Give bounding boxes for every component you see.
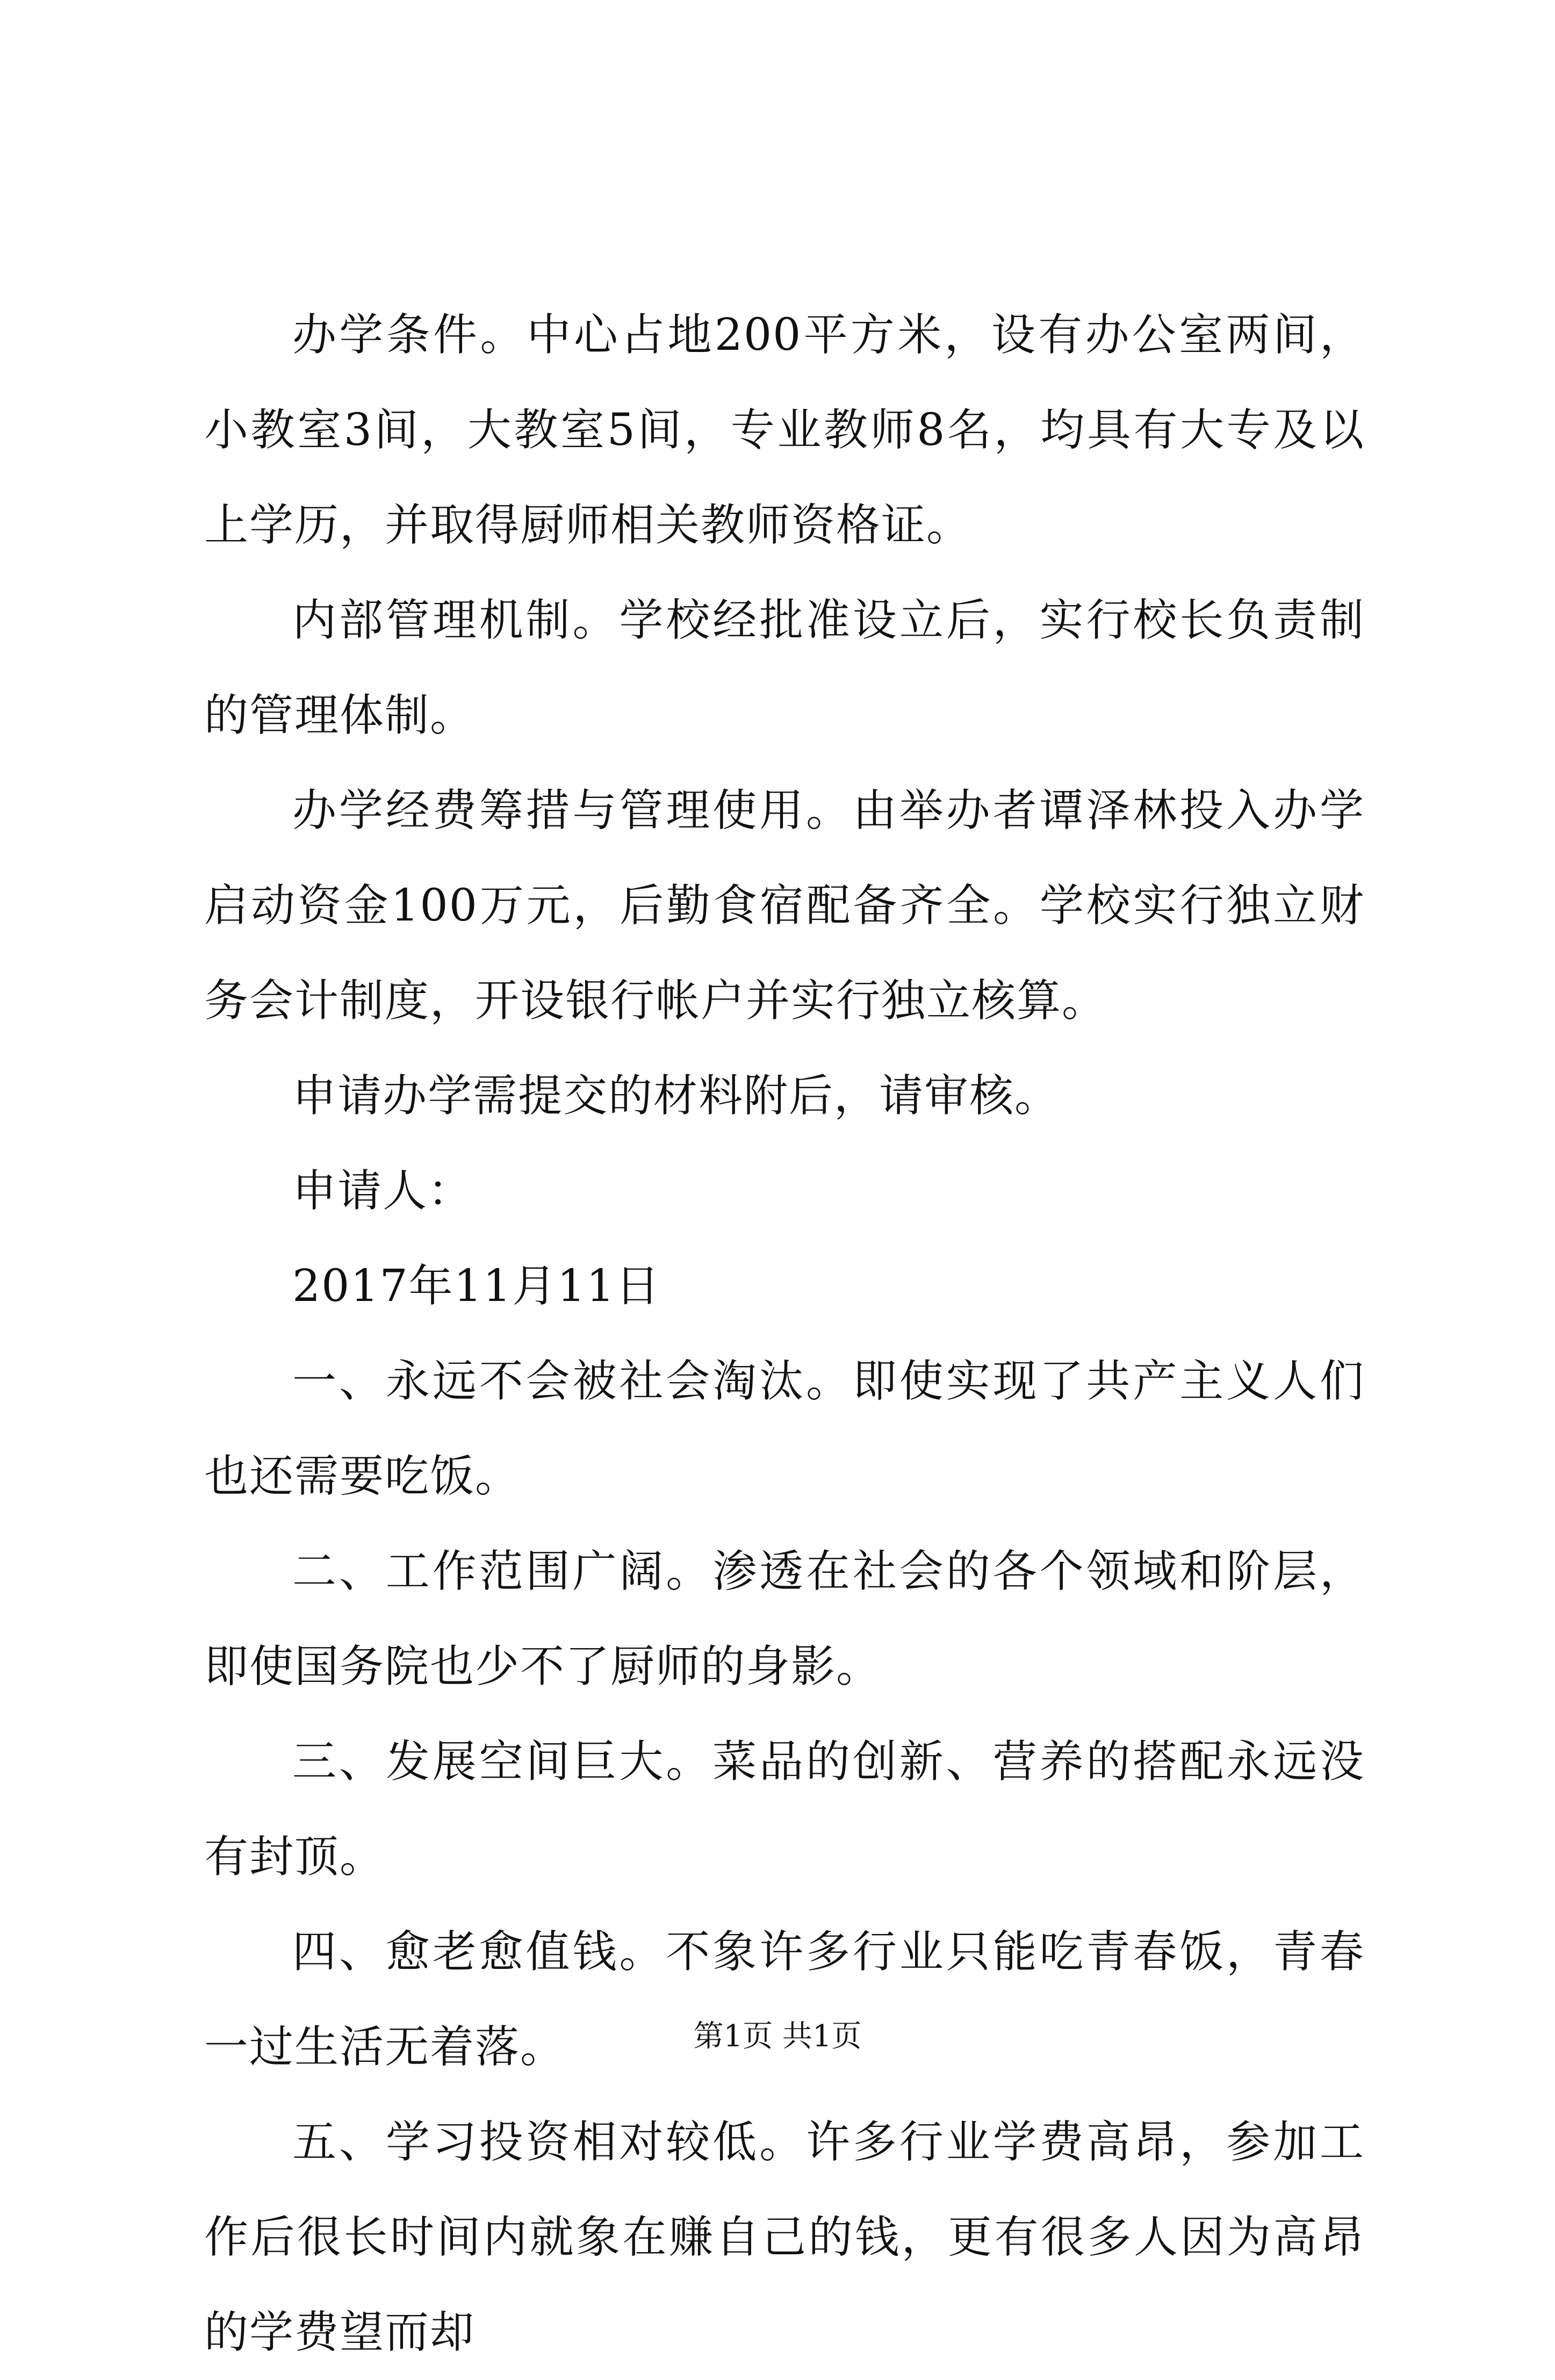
- point-three: 三、发展空间巨大。菜品的创新、营养的搭配永远没有封顶。: [204, 1736, 1365, 1882]
- point-one: 一、永远不会被社会淘汰。即使实现了共产主义人们也还需要吃饭。: [204, 1356, 1365, 1502]
- paragraph-conditions: 办学条件。中心占地200平方米，设有办公室两间，小教室3间，大教室5间，专业教师8名，均具有大专及以上学历，并取得厨师相关教师资格证。: [204, 310, 1365, 551]
- document-body: [204, 287, 1365, 2380]
- paragraph-funding: 办学经费筹措与管理使用。由举办者谭泽林投入办学启动资金100万元，后勤食宿配备齐全。学校实行独立财务会计制度，开设银行帐户并实行独立核算。: [204, 785, 1365, 1026]
- applicant-line: 申请人：: [292, 1166, 473, 1217]
- point-four: 四、愈老愈值钱。不象许多行业只能吃青春饭，青春一过生活无着落。: [204, 1926, 1365, 2073]
- paragraph-submission: 申请办学需提交的材料附后，请审核。: [292, 1070, 1060, 1121]
- paragraph-management: 内部管理机制。学校经批准设立后，实行校长负责制的管理体制。: [204, 595, 1365, 741]
- date-line: 2017年11月11日: [292, 1261, 661, 1312]
- point-two: 二、工作范围广阔。渗透在社会的各个领域和阶层，即使国务院也少不了厨师的身影。: [204, 1546, 1365, 1692]
- point-five: 五、学习投资相对较低。许多行业学费高昂，参加工作后很长时间内就象在赚自己的钱，更有很多人因为高昂的学费望而却: [204, 2117, 1365, 2358]
- page-footer: 第1页 共1页: [693, 2019, 862, 2054]
